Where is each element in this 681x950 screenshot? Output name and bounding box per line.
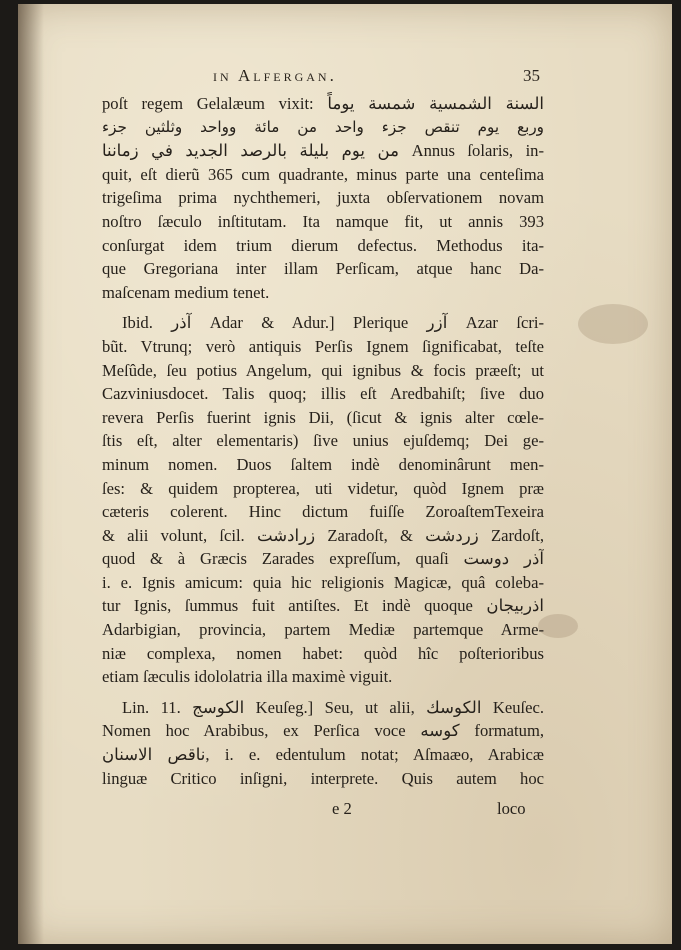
text-line: que Gregoriana inter illam Perſicam, atque hanc Da- xyxy=(102,259,544,279)
body-text xyxy=(102,92,544,790)
text-line: Lin. 11. الكوسج Keuſeg.] Seu, ut alii, الكوسك Keuſec. xyxy=(122,697,544,717)
paragraph xyxy=(102,92,544,304)
text-line: Meſûde, ſeu potius Angelum, qui ignibus & focis præeſt; ut xyxy=(102,360,544,380)
text-line: & alii volunt, ſcil. زرادشت Zaradoſt, & زردشت Zardoſt, xyxy=(102,525,544,545)
text-line: Ibid. آذر Adar & Adur.] Plerique آزر Azar ſcri- xyxy=(122,313,544,333)
text-line: niæ complexa, nomen habet: quòd hîc poſterioribus xyxy=(102,643,544,663)
text-line: quit, eſt dierũ 365 cum quadrante, minus parte una centeſima xyxy=(102,164,544,184)
spine-shadow xyxy=(18,4,44,944)
text-line: maſcenam medium tenet. xyxy=(102,282,270,302)
paragraph xyxy=(102,696,544,790)
text-line: minum nomen. Duos ſaltem indè denominârunt men- xyxy=(102,454,544,474)
text-line: ſes: & quidem propterea, uti videtur, quòd Ignem præ xyxy=(102,478,544,498)
catchword: loco xyxy=(497,799,526,818)
text-line: Adarbigian, provincia, partem Mediæ partemque Arme- xyxy=(102,620,544,640)
text-line: Nomen hoc Arabibus, ex Perſica voce كوسه formatum, xyxy=(102,721,544,741)
text-line: Cazviniusdocet. Talis quoq; illis eſt Aredbahiſt; ſive duo xyxy=(102,384,544,404)
text-line: tur Ignis, ſummus fuit antiſtes. Et indè quoque اذربيجان xyxy=(102,596,544,616)
text-line: وربع يوم تنقص جزء واحد من مائة وواحد وثلثين جزء xyxy=(102,117,544,136)
text-line: revera Perſis fuerint ignis Dii, (ſicut & ignis alter cœle- xyxy=(102,407,544,427)
page-header xyxy=(18,66,672,90)
text-line: i. e. Ignis amicum: quia hic religionis Magicæ, quâ coleba- xyxy=(102,572,544,592)
text-line: من يوم بليلة بالرصد الجديد في زماننا Annus ſolaris, in- xyxy=(102,141,544,161)
text-line: trigeſima prima nychthemeri, juxta obſervationem novam xyxy=(102,188,544,208)
text-line: noſtro ſæculo inſtitutam. Ita namque fit, ut annis 393 xyxy=(102,211,544,231)
page-footer xyxy=(102,799,544,823)
signature-mark: e 2 xyxy=(332,799,352,818)
text-line: conſurgat idem trium dierum defectus. Methodus ita- xyxy=(102,235,544,255)
page-number: 35 xyxy=(523,66,540,85)
running-head: in Alfergan. xyxy=(213,66,337,85)
text-line: etiam ſæculis idololatria illa maximè viguit. xyxy=(102,667,393,687)
paragraph xyxy=(102,311,544,689)
text-line: cæteris colerent. Hinc dictum fuiſſe ZoroaſtemTexeira xyxy=(102,502,544,522)
text-line: quod & à Græcis Zarades expreſſum, quaſi آذر دوست xyxy=(102,549,544,569)
text-line: ناقص الاسنان, i. e. edentulum notat; Aſmaæo, Arabicæ xyxy=(102,745,544,765)
paper-stain xyxy=(538,614,578,638)
text-line: poſt regem Gelalæum vixit: السنة الشمسية شمسة يوماً xyxy=(102,94,544,113)
book-page xyxy=(18,4,672,944)
text-line: ſtis eſt, alter elementaris) ſive unius ejuſdemq; Dei ge- xyxy=(102,431,544,451)
text-line: bũt. Vtrunq; verò antiquis Perſis Ignem ſignificabat, teſte xyxy=(102,336,544,356)
text-line: linguæ Critico inſigni, interprete. Quis autem hoc xyxy=(102,768,544,788)
paper-stain xyxy=(578,304,648,344)
